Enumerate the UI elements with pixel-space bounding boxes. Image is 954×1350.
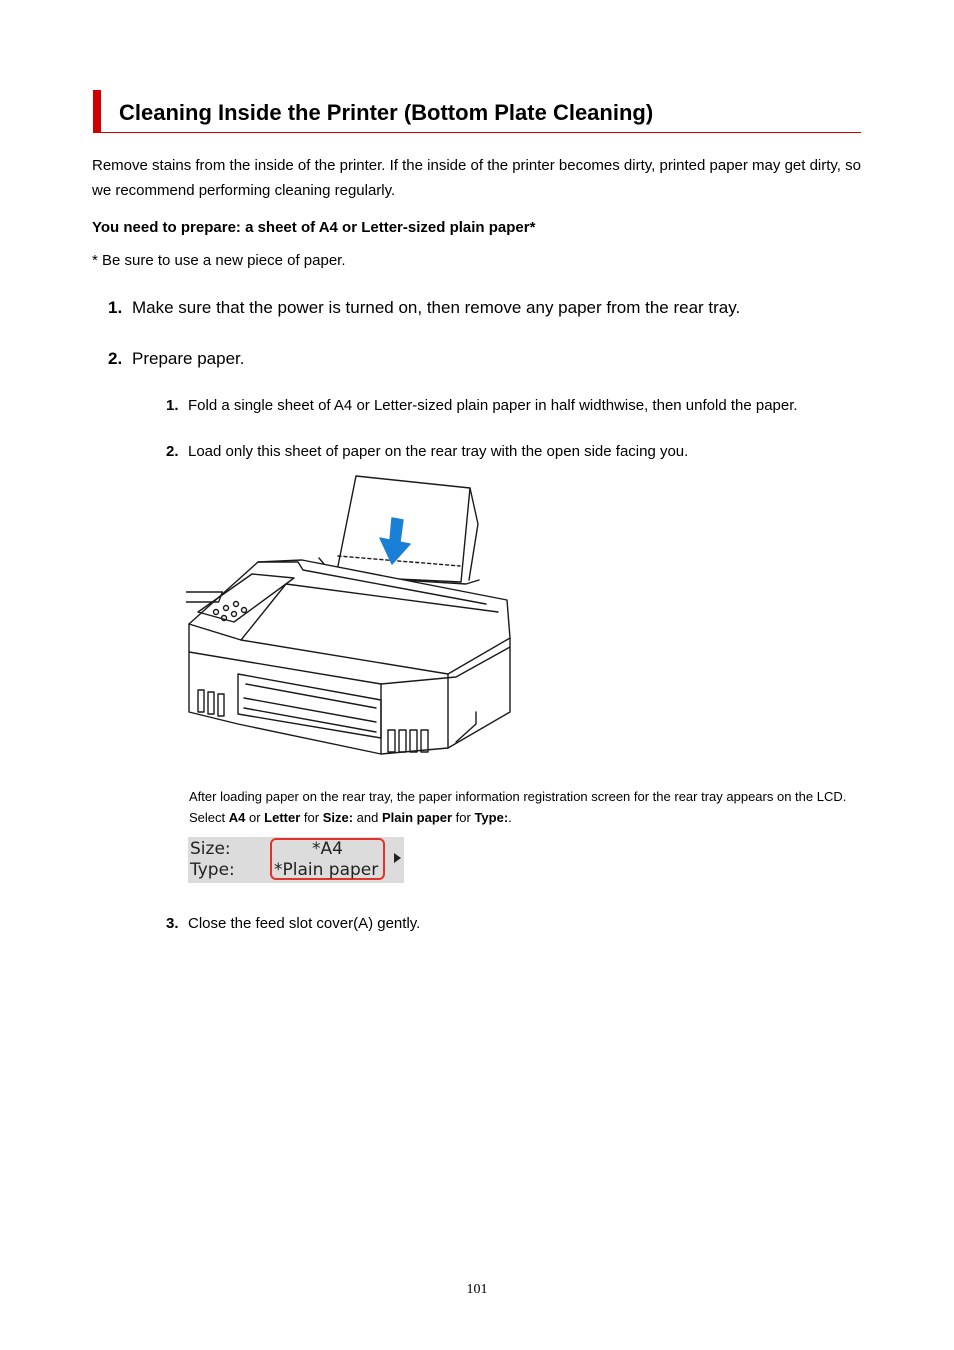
substep-2 [166,443,688,460]
substep-text: Close the feed slot cover(A) gently. [188,915,421,932]
caption-size: Size: [322,810,354,825]
caption-text: and [353,810,382,825]
substep-text: Fold a single sheet of A4 or Letter-sized plain paper in half widthwise, then unfold the paper. [188,397,798,414]
caption-type: Type: [474,810,509,825]
substep-number: 2. [166,443,179,460]
lcd-screen [188,837,404,883]
substep-1 [166,397,798,414]
substep-number: 3. [166,915,179,932]
lcd-type-label: Type: [190,860,235,880]
caption-text: or [245,810,265,825]
caption-text: for [452,810,475,825]
step-number: 2. [108,349,123,368]
lcd-type-value: *Plain paper [274,860,379,880]
lcd-size-value: *A4 [312,839,343,859]
caption-text: After loading paper on the rear tray, the paper information registration screen for the rear tray appears on the LCD. Select [189,789,847,825]
substep-text: Load only this sheet of paper on the rear tray with the open side facing you. [188,443,689,460]
paper-note: * Be sure to use a new piece of paper. [92,252,346,269]
heading-accent-bar [93,90,101,133]
step-text: Make sure that the power is turned on, then remove any paper from the rear tray. [132,298,741,317]
heading-underline [101,132,861,133]
section-heading [93,90,861,133]
right-arrow-icon [394,853,401,863]
lcd-caption [189,786,859,828]
step-text: Prepare paper. [132,349,245,368]
page-number: 101 [466,1282,488,1297]
substep-number: 1. [166,397,179,414]
step-1 [108,298,740,318]
printer-illustration [186,472,514,770]
lcd-size-label: Size: [190,839,231,859]
intro-paragraph: Remove stains from the inside of the printer. If the inside of the printer becomes dirty, printed paper may get dirty, so we recommend performing cleaning regularly. [92,157,861,199]
caption-plain-paper: Plain paper [381,810,453,825]
substep-3 [166,915,420,932]
caption-text: . [508,810,512,825]
prepare-text: You need to prepare: a sheet of A4 or Letter-sized plain paper* [92,219,536,236]
page-title: Cleaning Inside the Printer (Bottom Plate Cleaning) [119,100,654,125]
step-2 [108,349,244,369]
caption-a4: A4 [228,810,246,825]
caption-text: for [300,810,323,825]
step-number: 1. [108,298,123,317]
caption-letter: Letter [264,810,301,825]
